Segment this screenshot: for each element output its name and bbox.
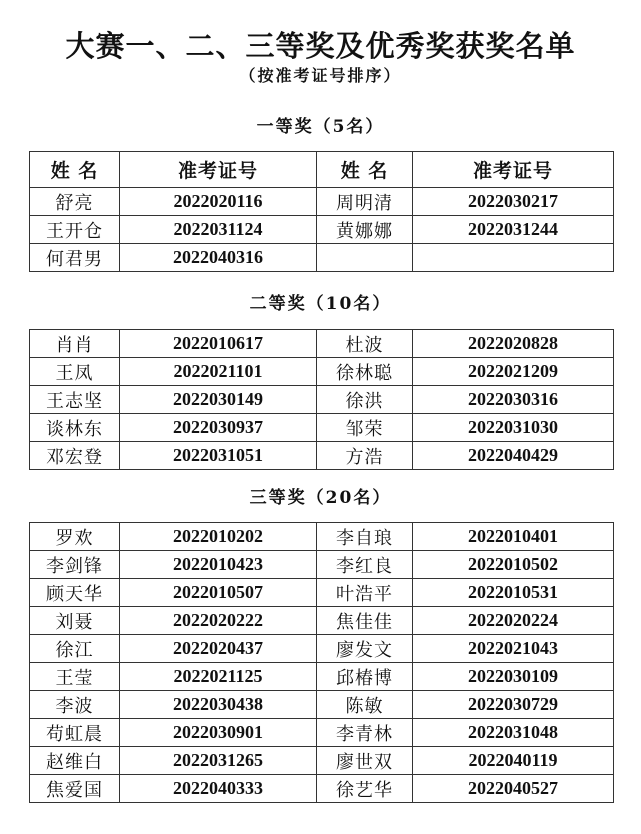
document-title: 大赛一、二、三等奖及优秀奖获奖名单: [65, 29, 576, 63]
exam-id: 2022020116: [120, 188, 317, 216]
table-row: [30, 244, 614, 272]
exam-id: 2022040333: [120, 775, 317, 803]
winner-name: 李自琅: [317, 523, 413, 551]
table-row: [30, 775, 614, 803]
exam-id: 2022031265: [120, 747, 317, 775]
winner-name: 刘聂: [30, 607, 120, 635]
exam-id: 2022031051: [120, 442, 317, 470]
table-row: [30, 188, 614, 216]
winner-name: 黄娜娜: [317, 216, 413, 244]
winner-name: 李青林: [317, 719, 413, 747]
winner-name: 邱椿博: [317, 663, 413, 691]
winner-name: 邓宏登: [30, 442, 120, 470]
winner-name: 廖发文: [317, 635, 413, 663]
exam-id: 2022020437: [120, 635, 317, 663]
winner-name: 叶浩平: [317, 579, 413, 607]
winner-name: 苟虹晨: [30, 719, 120, 747]
exam-id: 2022030937: [120, 414, 317, 442]
exam-id: [413, 244, 614, 272]
table-row: [30, 442, 614, 470]
second-prize-table: [29, 329, 614, 470]
table-row: [30, 691, 614, 719]
section-title-second-prize: 二等奖（10名）: [249, 294, 392, 314]
winner-name: 焦爱国: [30, 775, 120, 803]
table-row: [30, 551, 614, 579]
exam-id: 2022031048: [413, 719, 614, 747]
table-row: [30, 358, 614, 386]
exam-id: 2022010401: [413, 523, 614, 551]
exam-id: 2022030901: [120, 719, 317, 747]
winner-name: 周明清: [317, 188, 413, 216]
exam-id: 2022030438: [120, 691, 317, 719]
exam-id: 2022021125: [120, 663, 317, 691]
exam-id: 2022040429: [413, 442, 614, 470]
winner-name: 徐江: [30, 635, 120, 663]
exam-id: 2022040527: [413, 775, 614, 803]
table-row: [30, 386, 614, 414]
exam-id: 2022020828: [413, 330, 614, 358]
winner-name: 王凤: [30, 358, 120, 386]
exam-id: 2022031124: [120, 216, 317, 244]
table-row: [30, 579, 614, 607]
first-prize-table: [29, 151, 614, 272]
third-prize-table: [29, 522, 614, 803]
exam-id: 2022030217: [413, 188, 614, 216]
exam-id: 2022040316: [120, 244, 317, 272]
winner-name: 王开仓: [30, 216, 120, 244]
exam-id: 2022021209: [413, 358, 614, 386]
exam-id: 2022010202: [120, 523, 317, 551]
winner-name: 陈敏: [317, 691, 413, 719]
column-header-name: 姓 名: [30, 152, 120, 188]
winner-name: 顾天华: [30, 579, 120, 607]
exam-id: 2022010617: [120, 330, 317, 358]
exam-id: 2022010502: [413, 551, 614, 579]
table-row: [30, 216, 614, 244]
winner-name: 罗欢: [30, 523, 120, 551]
winner-name: 徐林聪: [317, 358, 413, 386]
exam-id: 2022021043: [413, 635, 614, 663]
winner-name: 徐洪: [317, 386, 413, 414]
winner-name: 王莹: [30, 663, 120, 691]
column-header-id: 准考证号: [413, 152, 614, 188]
winner-name: [317, 244, 413, 272]
exam-id: 2022010531: [413, 579, 614, 607]
exam-id: 2022031244: [413, 216, 614, 244]
document-subtitle: （按准考证号排序）: [239, 66, 402, 85]
exam-id: 2022020224: [413, 607, 614, 635]
winner-name: 李剑锋: [30, 551, 120, 579]
winner-name: 徐艺华: [317, 775, 413, 803]
winner-name: 肖肖: [30, 330, 120, 358]
exam-id: 2022010507: [120, 579, 317, 607]
winner-name: 廖世双: [317, 747, 413, 775]
column-header-id: 准考证号: [120, 152, 317, 188]
exam-id: 2022031030: [413, 414, 614, 442]
exam-id: 2022010423: [120, 551, 317, 579]
table-header-row: [30, 152, 614, 188]
winner-name: 焦佳佳: [317, 607, 413, 635]
winner-name: 谈林东: [30, 414, 120, 442]
table-row: [30, 523, 614, 551]
winner-name: 何君男: [30, 244, 120, 272]
table-row: [30, 635, 614, 663]
exam-id: 2022030729: [413, 691, 614, 719]
table-row: [30, 414, 614, 442]
exam-id: 2022030149: [120, 386, 317, 414]
exam-id: 2022030316: [413, 386, 614, 414]
section-title-third-prize: 三等奖（20名）: [249, 488, 392, 508]
exam-id: 2022040119: [413, 747, 614, 775]
exam-id: 2022020222: [120, 607, 317, 635]
table-row: [30, 607, 614, 635]
winner-name: 杜波: [317, 330, 413, 358]
winner-name: 赵维白: [30, 747, 120, 775]
section-title-first-prize: 一等奖（5名）: [256, 117, 385, 137]
table-row: [30, 330, 614, 358]
winner-name: 邹荣: [317, 414, 413, 442]
exam-id: 2022030109: [413, 663, 614, 691]
winner-name: 舒亮: [30, 188, 120, 216]
table-row: [30, 719, 614, 747]
table-row: [30, 747, 614, 775]
winner-name: 李波: [30, 691, 120, 719]
exam-id: 2022021101: [120, 358, 317, 386]
column-header-name: 姓 名: [317, 152, 413, 188]
winner-name: 李红良: [317, 551, 413, 579]
winner-name: 方浩: [317, 442, 413, 470]
table-row: [30, 663, 614, 691]
winner-name: 王志坚: [30, 386, 120, 414]
